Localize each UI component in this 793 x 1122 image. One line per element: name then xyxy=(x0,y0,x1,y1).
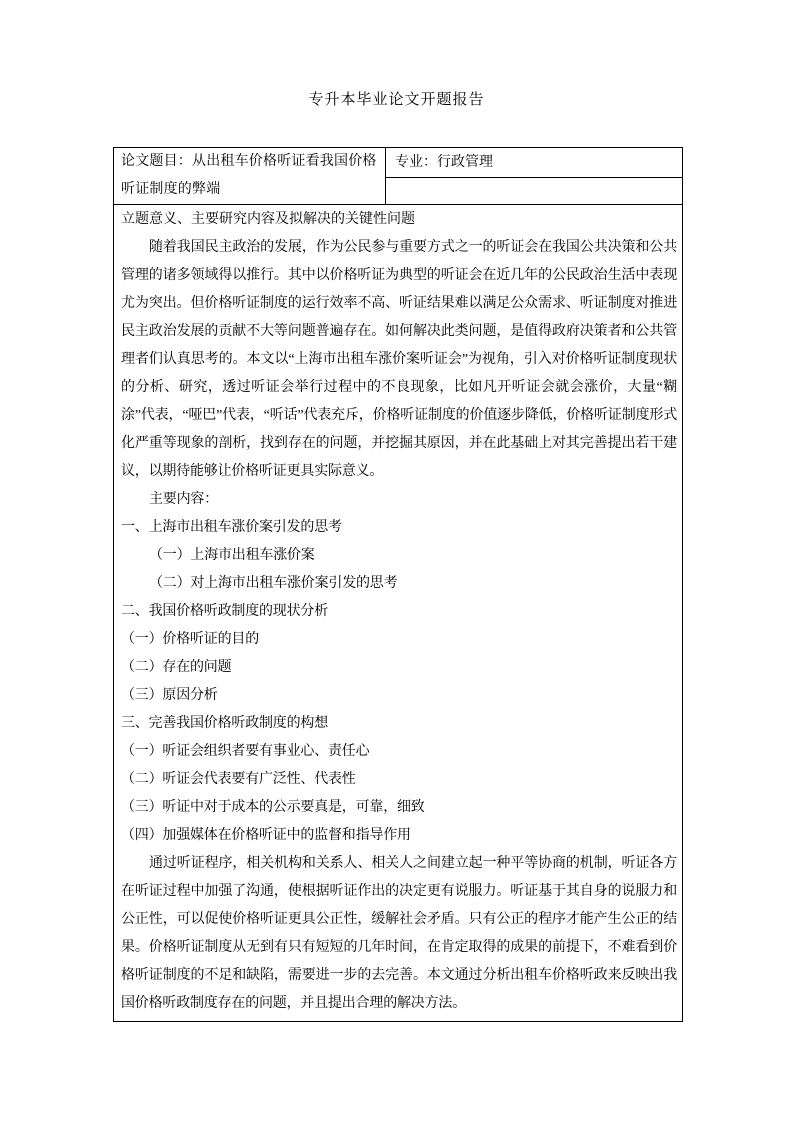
content-line: （二）存在的问题 xyxy=(121,660,232,675)
content-body xyxy=(121,234,677,1018)
content-line: （一）上海市出租车涨价案 xyxy=(149,548,315,563)
content-line: （一）听证会组织者要有事业心、责任心 xyxy=(121,744,370,759)
content-line: 二、我国价格听政制度的现状分析 xyxy=(121,604,328,619)
major-empty-cell xyxy=(386,178,683,205)
header-row xyxy=(114,148,683,178)
page-title: 专升本毕业论文开题报告 xyxy=(308,92,485,108)
content-line: （四）加强媒体在价格听证中的监督和指导作用 xyxy=(121,828,411,843)
major-cell: 专业：行政管理 xyxy=(386,148,683,178)
content-line: 通过听证程序，相关机构和关系人、相关人之间建立起一种平等协商的机制，听证各方在听证过程中加强了沟通，使根据听证作出的决定更有说服力。听证基于其自身的说服力和公正性，可以促使价格听证更具公正性，缓解社会矛盾。只有公正的程序才能产生公正的结果。价格听证制度从无到有只有短短的几年时间，在肯定取得的成果的前提下，不难看到价格听证制度的不足和缺陷，需要进一步的去完善。本文通过分析出租车价格听政来反映出我国价格听政制度存在的问题，并且提出合理的解决方法。 xyxy=(121,856,677,1011)
content-line: （一）价格听证的目的 xyxy=(121,632,259,647)
section-heading: 立题意义、主要研究内容及拟解决的关键性问题 xyxy=(121,212,415,227)
content-line: 一、上海市出租车涨价案引发的思考 xyxy=(121,520,342,535)
thesis-title-cell: 论文题目：从出租车价格听证看我国价格听证制度的弊端 xyxy=(114,148,386,205)
content-row xyxy=(114,205,683,1022)
content-line: 三、完善我国价格听政制度的构想 xyxy=(121,716,328,731)
report-table xyxy=(113,147,683,1022)
content-line: 随着我国民主政治的发展，作为公民参与重要方式之一的听证会在我国公共决策和公共管理的诸多领域得以推行。其中以价格听证为典型的听证会在近几年的公民政治生活中表现尤为突出。但价格听证制度的运行效率不高、听证结果难以满足公众需求、听证制度对推进民主政治发展的贡献不大等问题普遍存在。如何解决此类问题，是值得政府决策者和公共管理者们认真思考的。本文以“上海市出租车涨价案听证会”为视角，引入对价格听证制度现状的分析、研究，透过听证会举行过程中的不良现象，比如凡开听证会就会涨价，大量“糊涂”代表，“哑巴”代表，“听话”代表充斥，价格听证制度的价值逐步降低，价格听证制度形式化严重等现象的剖析，找到存在的问题，并挖掘其原因，并在此基础上对其完善提出若干建议，以期待能够让价格听证更具实际意义。 xyxy=(121,240,677,479)
content-line: （二）听证会代表要有广泛性、代表性 xyxy=(121,772,356,787)
content-line: 主要内容： xyxy=(149,492,218,507)
content-line: （二）对上海市出租车涨价案引发的思考 xyxy=(149,576,398,591)
content-line: （三）原因分析 xyxy=(121,688,218,703)
content-cell xyxy=(114,205,683,1022)
content-line: （三）听证中对于成本的公示要真是，可靠，细致 xyxy=(121,800,425,815)
